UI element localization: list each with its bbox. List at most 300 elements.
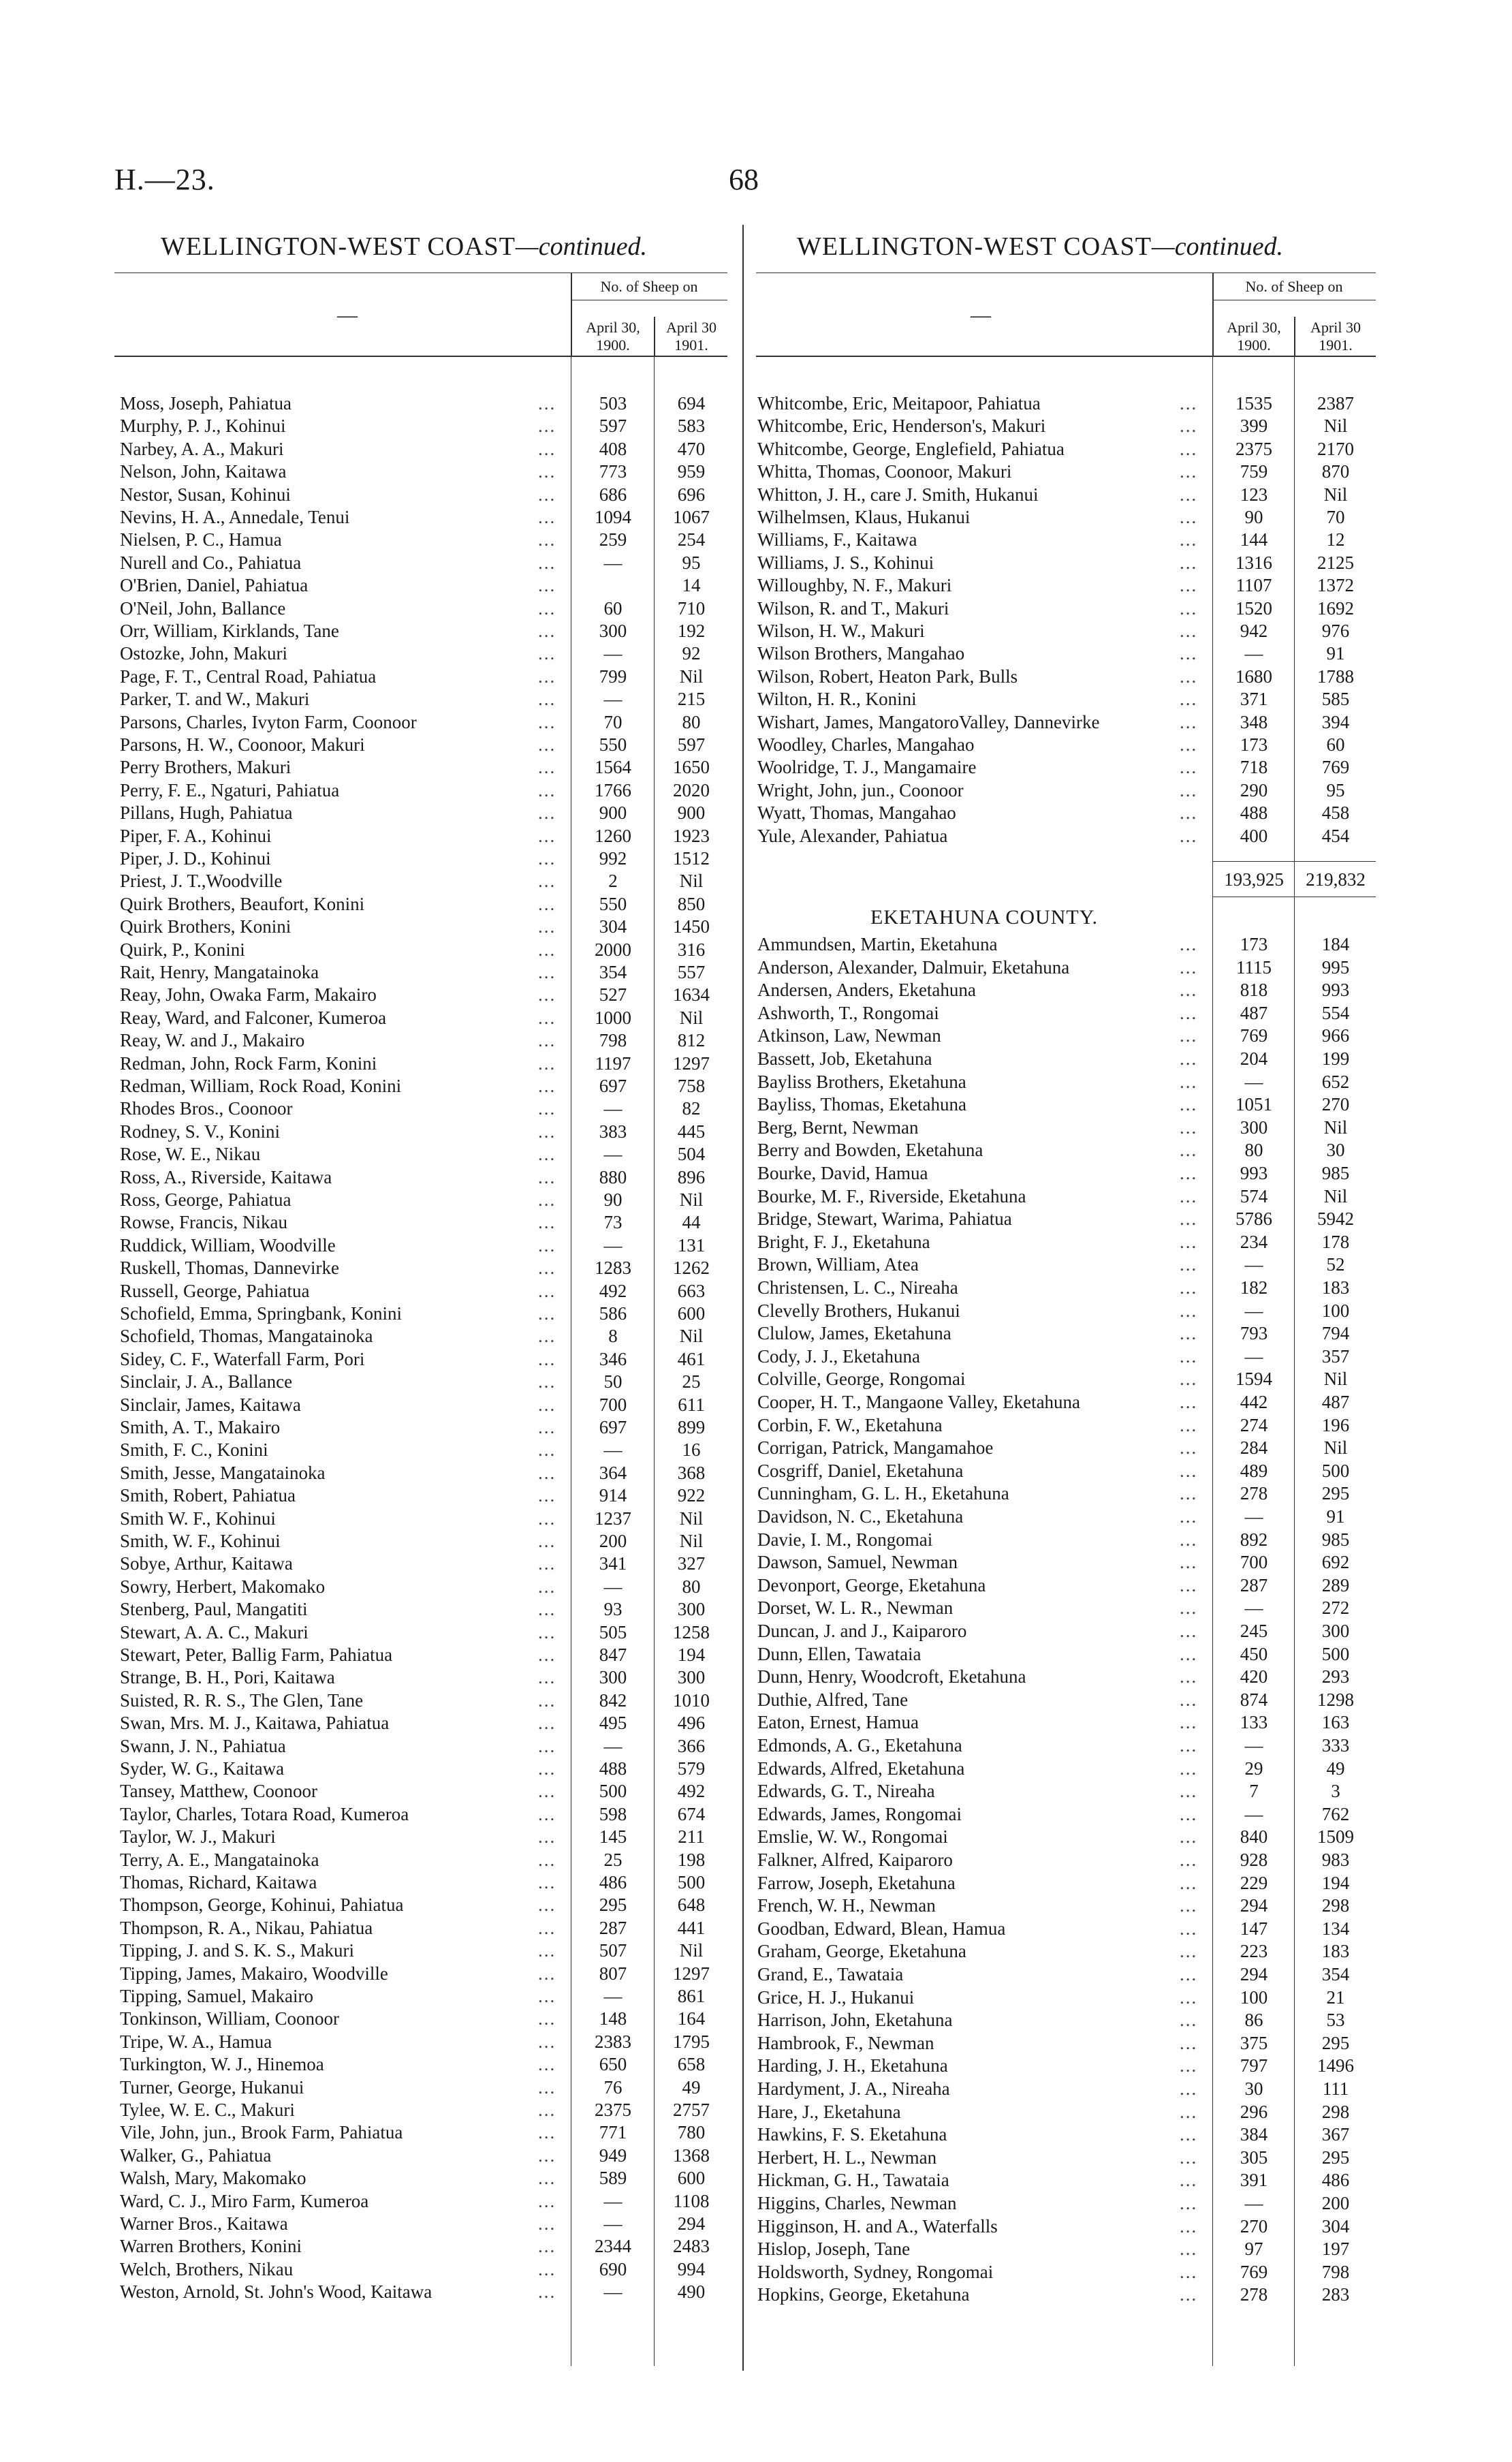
sheep-1900: 799 — [599, 666, 627, 687]
sheep-1901: 111 — [1322, 2078, 1349, 2099]
leader-dots: ... — [1180, 1048, 1198, 1069]
sheep-1901: 283 — [1321, 2284, 1350, 2305]
sheep-1901: 922 — [677, 1485, 706, 1506]
table-row — [757, 1209, 1377, 1229]
table-row — [120, 871, 733, 891]
sheep-1901: 554 — [1321, 1002, 1350, 1023]
sheep-1901: 454 — [1321, 825, 1350, 846]
sheep-1900: 914 — [599, 1485, 627, 1506]
owner-name: Nestor, Susan, Kohinui — [120, 484, 291, 505]
table-row — [120, 826, 733, 846]
leader-dots: ... — [538, 1758, 556, 1779]
table-row — [120, 1759, 733, 1779]
sheep-1900: — — [1244, 1071, 1263, 1092]
leader-dots: ... — [538, 529, 556, 550]
sheep-1901: 674 — [677, 1803, 706, 1824]
table-row — [120, 1190, 733, 1210]
sheep-1900: 30 — [1244, 2078, 1263, 2099]
owner-name: Hickman, G. H., Tawataia — [757, 2170, 949, 2191]
owner-name: Dunn, Henry, Woodcroft, Eketahuna — [757, 1667, 1026, 1687]
sheep-1900: 399 — [1240, 416, 1268, 437]
owner-name: Harding, J. H., Eketahuna — [757, 2056, 948, 2076]
table-row — [120, 1531, 733, 1551]
sheep-1901: 500 — [677, 1872, 706, 1892]
owner-name: Tipping, J. and S. K. S., Makuri — [120, 1941, 355, 1961]
owner-name: Reay, Ward, and Falconer, Kumeroa — [120, 1008, 387, 1028]
owner-name: Eaton, Ernest, Hamua — [757, 1713, 919, 1733]
leader-dots: ... — [538, 711, 556, 732]
table-row — [757, 1805, 1377, 1824]
leader-dots: ... — [1180, 1025, 1198, 1046]
table-row — [757, 2239, 1377, 2259]
owner-name: Ostozke, John, Makuri — [120, 644, 287, 664]
sheep-1901: 298 — [1321, 1895, 1350, 1916]
owner-name: Turkington, W. J., Hinemoa — [120, 2055, 324, 2075]
sheep-1901: 985 — [1321, 1163, 1350, 1183]
leader-dots: ... — [1180, 2261, 1198, 2282]
table-row — [757, 2148, 1377, 2168]
sheep-1901: 1496 — [1317, 2055, 1354, 2076]
table-row — [120, 1099, 733, 1119]
sheep-1901: 1650 — [673, 757, 710, 778]
left-column-title — [161, 232, 647, 262]
sheep-1901: 1067 — [673, 507, 710, 527]
owner-name: Nevins, H. A., Annedale, Tenui — [120, 508, 350, 527]
sheep-1901: 1108 — [673, 2190, 710, 2211]
sheep-1901: 985 — [1321, 1529, 1350, 1550]
sheep-1900: 354 — [599, 962, 627, 982]
owner-name: Priest, J. T.,Woodville — [120, 871, 283, 892]
leader-dots: ... — [1180, 980, 1198, 1001]
table-row — [120, 1326, 733, 1346]
leader-dots: ... — [538, 825, 556, 846]
sheep-1900: 287 — [599, 1917, 627, 1938]
sheep-1901: 163 — [1321, 1712, 1350, 1733]
sheep-1901: 91 — [1326, 1506, 1345, 1527]
sheep-1900: 942 — [1240, 621, 1268, 641]
sheep-1901: 198 — [677, 1849, 706, 1870]
leader-dots: ... — [1180, 1414, 1198, 1435]
leader-dots: ... — [1180, 1964, 1198, 1984]
owner-name: Turner, George, Hukanui — [120, 2077, 304, 2098]
owner-name: Bayliss, Thomas, Eketahuna — [757, 1095, 966, 1115]
owner-name: Wilson Brothers, Mangahao — [757, 644, 965, 664]
table-row — [120, 1805, 733, 1824]
sheep-1901: 80 — [682, 1576, 701, 1597]
sheep-1901: 490 — [677, 2281, 706, 2303]
sheep-1900: — — [1244, 1345, 1263, 1367]
table-row — [120, 758, 733, 777]
table-row — [120, 1941, 733, 1961]
table-row — [757, 599, 1377, 619]
owner-name: Hardyment, J. A., Nireaha — [757, 2079, 950, 2099]
leader-dots: ... — [1180, 1986, 1198, 2008]
right-header-col2: April 30 1901. — [1310, 319, 1361, 354]
sheep-1901: 197 — [1321, 2239, 1350, 2260]
leader-dots: ... — [1180, 1460, 1198, 1481]
table-row — [120, 849, 733, 869]
sheep-1900: — — [603, 1098, 623, 1119]
sheep-1900: 759 — [1240, 461, 1268, 482]
owner-name: Grand, E., Tawataia — [757, 1965, 904, 1984]
leader-dots: ... — [538, 1053, 556, 1074]
sheep-1901: 300 — [1321, 1621, 1350, 1641]
leader-dots: ... — [1180, 1735, 1198, 1756]
table-row — [757, 1713, 1377, 1732]
leader-dots: ... — [1180, 461, 1198, 482]
owner-name: Thomas, Richard, Kaitawa — [120, 1873, 317, 1892]
leader-dots: ... — [1180, 2284, 1198, 2305]
table-row — [757, 1278, 1377, 1298]
table-row — [120, 1076, 733, 1096]
sheep-1900: 949 — [599, 2145, 627, 2166]
sheep-1900: 840 — [1240, 1826, 1268, 1848]
table-row — [757, 1232, 1377, 1252]
owner-name: Tylee, W. E. C., Makuri — [120, 2100, 295, 2120]
sheep-1900: 371 — [1240, 689, 1268, 710]
leader-dots: ... — [1180, 1689, 1198, 1710]
table-row — [757, 1827, 1377, 1847]
table-row — [120, 2055, 733, 2074]
leader-dots: ... — [538, 1576, 556, 1597]
table-row — [757, 1118, 1377, 1138]
table-row — [120, 2260, 733, 2279]
owner-name: Nurell and Co., Pahiatua — [120, 552, 302, 573]
owner-name: Walsh, Mary, Makomako — [120, 2168, 306, 2189]
leader-dots: ... — [1180, 2101, 1198, 2122]
sheep-1901: 1512 — [673, 848, 710, 869]
table-row — [120, 735, 733, 755]
sheep-1901: 1297 — [673, 1963, 710, 1984]
sheep-1900: 2000 — [595, 939, 631, 960]
table-row — [757, 2285, 1377, 2305]
leader-dots: ... — [538, 962, 556, 982]
sheep-1900: 1766 — [595, 779, 631, 800]
leader-dots: ... — [538, 484, 556, 505]
owner-name: Wilson, H. W., Makuri — [757, 621, 925, 641]
owner-name: Duncan, J. and J., Kaiparoro — [757, 1621, 967, 1641]
owner-name: Williams, J. S., Kohinui — [757, 552, 934, 573]
sheep-1901: 60 — [1326, 734, 1345, 755]
owner-name: Bayliss Brothers, Eketahuna — [757, 1072, 966, 1092]
table-row — [120, 485, 733, 505]
sheep-1900: 200 — [599, 1531, 627, 1551]
sheep-1901: 994 — [677, 2258, 706, 2279]
sheep-1900: 300 — [599, 1667, 627, 1688]
owner-name: Terry, A. E., Mangatainoka — [120, 1850, 319, 1870]
sheep-1901: 366 — [677, 1735, 706, 1756]
sheep-1901: 2483 — [673, 2236, 710, 2257]
owner-name: Sobye, Arthur, Kaitawa — [120, 1554, 293, 1574]
owner-name: Rhodes Bros., Coonoor — [120, 1099, 293, 1119]
sheep-1901: 300 — [677, 1667, 706, 1688]
table-row — [757, 1781, 1377, 1801]
left-header-col2: April 30 1901. — [666, 319, 716, 354]
owner-name: Sidey, C. F., Waterfall Farm, Pori — [120, 1349, 365, 1369]
table-row — [757, 1164, 1377, 1183]
table-row — [757, 1759, 1377, 1779]
sheep-1900: — — [603, 2213, 623, 2234]
leader-dots: ... — [1180, 484, 1198, 505]
leader-dots: ... — [538, 597, 556, 619]
sheep-1900: 50 — [603, 1371, 623, 1392]
sheep-1900: 148 — [599, 2008, 627, 2029]
table-row — [757, 1530, 1377, 1550]
owner-name: Stewart, A. A. C., Makuri — [120, 1622, 309, 1642]
owner-name: Parsons, H. W., Coonoor, Makuri — [120, 735, 365, 755]
table-row — [757, 1873, 1377, 1893]
owner-name: Smith, Jesse, Mangatainoka — [120, 1463, 326, 1483]
owner-name: Ruskell, Thomas, Dannevirke — [120, 1258, 339, 1279]
sheep-1901: 585 — [1321, 689, 1350, 710]
sheep-1900: 408 — [599, 438, 627, 459]
leader-dots: ... — [538, 416, 556, 437]
table-row — [757, 1416, 1377, 1435]
owner-name: French, W. H., Newman — [757, 1896, 936, 1916]
sheep-1900: — — [1244, 2193, 1263, 2213]
sheep-1901: 14 — [682, 575, 701, 596]
sheep-1901: 131 — [677, 1234, 706, 1256]
owner-name: Taylor, Charles, Totara Road, Kumeroa — [120, 1804, 409, 1824]
sheep-1900: 847 — [599, 1645, 627, 1665]
table-row — [757, 1736, 1377, 1756]
sheep-1900: 2 — [608, 871, 618, 892]
sheep-1900: 304 — [599, 916, 627, 937]
owner-name: Falkner, Alfred, Kaiparoro — [757, 1850, 953, 1870]
table-row — [120, 1691, 733, 1711]
leader-dots: ... — [1180, 575, 1198, 596]
sheep-1901: 1368 — [673, 2145, 710, 2166]
owner-name: Herbert, H. L., Newman — [757, 2147, 937, 2168]
sheep-1900: 375 — [1240, 2032, 1268, 2053]
sheep-1901: 2170 — [1317, 438, 1354, 459]
table-row — [120, 1577, 733, 1597]
sheep-1900: 7 — [1249, 1781, 1259, 1802]
leader-dots: ... — [1180, 2147, 1198, 2168]
sheep-1900: 450 — [1240, 1643, 1268, 1664]
sheep-1900: 503 — [599, 393, 627, 414]
sheep-1901: 289 — [1321, 1574, 1350, 1595]
sheep-1901: 211 — [678, 1826, 705, 1848]
sheep-1900: 300 — [1240, 1117, 1268, 1138]
table-row — [757, 1369, 1377, 1389]
leader-dots: ... — [538, 1599, 556, 1620]
sheep-1900: 245 — [1240, 1621, 1268, 1641]
leader-dots: ... — [538, 1348, 556, 1369]
owner-name: Piper, J. D., Kohinui — [120, 849, 271, 869]
sheep-1900: 144 — [1240, 529, 1268, 550]
leader-dots: ... — [538, 939, 556, 960]
leader-dots: ... — [538, 1007, 556, 1028]
table-row — [757, 530, 1377, 550]
sheep-1901: 316 — [677, 939, 706, 960]
table-row — [757, 1095, 1377, 1115]
sheep-1900: 90 — [603, 1189, 623, 1210]
leader-dots: ... — [1180, 1277, 1198, 1298]
leader-dots: ... — [1180, 803, 1198, 824]
sheep-1900: 70 — [603, 711, 623, 732]
leader-dots: ... — [538, 1394, 556, 1415]
sheep-1900: 1237 — [595, 1508, 631, 1529]
sheep-1900: 100 — [1240, 1986, 1268, 2008]
owner-name: Cooper, H. T., Mangaone Valley, Eketahuna — [757, 1392, 1081, 1412]
left-header-top-rule — [114, 272, 727, 273]
leader-dots: ... — [1180, 1758, 1198, 1779]
sheep-1901: 496 — [677, 1713, 706, 1734]
sheep-1900: 295 — [599, 1895, 627, 1916]
table-row — [120, 985, 733, 1005]
sheep-1900: 488 — [1240, 803, 1268, 824]
table-row — [757, 1850, 1377, 1870]
table-row — [757, 1347, 1377, 1367]
table-row — [120, 1168, 733, 1187]
sheep-1900: 274 — [1240, 1414, 1268, 1435]
sheep-1900: — — [603, 2281, 623, 2303]
table-row — [757, 508, 1377, 527]
sheep-1900: 1520 — [1235, 597, 1272, 619]
sheep-1900: — — [1244, 1803, 1263, 1824]
sheep-1901: 215 — [677, 689, 706, 710]
leader-dots: ... — [538, 2281, 556, 2303]
owner-name: Edwards, G. T., Nireaha — [757, 1781, 935, 1802]
sheep-1901: 2020 — [673, 779, 710, 800]
leader-dots: ... — [538, 507, 556, 527]
leader-dots: ... — [1180, 552, 1198, 573]
owner-name: Cody, J. J., Eketahuna — [757, 1346, 920, 1367]
sheep-1900: 771 — [599, 2122, 627, 2143]
sheep-1901: 183 — [1321, 1941, 1350, 1962]
sheep-1901: 70 — [1326, 507, 1345, 527]
sheep-1901: Nil — [679, 1007, 704, 1028]
sheep-1900: 1316 — [1235, 552, 1272, 573]
sheep-1900: — — [603, 689, 623, 710]
sheep-1900: 700 — [599, 1394, 627, 1415]
table-row — [757, 1049, 1377, 1069]
sheep-1901: Nil — [679, 1940, 704, 1961]
table-row — [757, 2125, 1377, 2145]
owner-name: Vile, John, jun., Brook Farm, Pahiatua — [120, 2123, 403, 2143]
sheep-1900: — — [603, 1144, 623, 1165]
table-row — [757, 689, 1377, 709]
owner-name: Andersen, Anders, Eketahuna — [757, 980, 976, 1001]
table-row — [120, 2214, 733, 2234]
left-title-text: WELLINGTON-WEST COAST — [161, 232, 516, 261]
sheep-1901: 1262 — [673, 1258, 710, 1279]
table-row — [757, 1965, 1377, 1984]
sheep-1900: 2375 — [1235, 438, 1272, 459]
leader-dots: ... — [538, 1258, 556, 1279]
leader-dots: ... — [1180, 2124, 1198, 2145]
sheep-1900: 420 — [1240, 1666, 1268, 1687]
table-row — [120, 644, 733, 664]
sheep-1901: 295 — [1321, 2147, 1350, 2168]
sheep-1901: 92 — [682, 643, 701, 664]
table-row — [120, 2146, 733, 2166]
sheep-1901: 445 — [677, 1121, 706, 1142]
owner-name: Piper, F. A., Kohinui — [120, 826, 272, 846]
leader-dots: ... — [1180, 1643, 1198, 1664]
owner-name: Reay, John, Owaka Farm, Makairo — [120, 985, 377, 1006]
table-row — [757, 1553, 1377, 1572]
owner-name: Hislop, Joseph, Tane — [757, 2239, 911, 2260]
leader-dots: ... — [1180, 2032, 1198, 2053]
leader-dots: ... — [1180, 529, 1198, 550]
leader-dots: ... — [538, 1940, 556, 1961]
sheep-1901: 557 — [677, 962, 706, 982]
sheep-1900: 550 — [599, 734, 627, 755]
sheep-1900: 700 — [1240, 1552, 1268, 1573]
sheep-1900: 488 — [599, 1758, 627, 1779]
table-row — [120, 416, 733, 436]
owner-name: Graham, George, Eketahuna — [757, 1942, 966, 1962]
owner-name: Rowse, Francis, Nikau — [120, 1213, 287, 1233]
leader-dots: ... — [538, 1645, 556, 1665]
owner-name: Woodley, Charles, Mangahao — [757, 735, 975, 755]
table-row — [120, 1486, 733, 1506]
leader-dots: ... — [538, 871, 556, 892]
owner-name: Redman, William, Rock Road, Konini — [120, 1076, 402, 1096]
sheep-1901: 95 — [1326, 779, 1345, 800]
leader-dots: ... — [1180, 1598, 1198, 1619]
sheep-1900: 290 — [1240, 779, 1268, 800]
owner-name: Thompson, R. A., Nikau, Pahiatua — [120, 1918, 373, 1938]
leader-dots: ... — [538, 1098, 556, 1119]
sheep-1901: Nil — [679, 1326, 704, 1347]
owner-name: Schofield, Thomas, Mangatainoka — [120, 1326, 373, 1347]
left-header-name: — — [337, 304, 358, 326]
sheep-1900: 486 — [599, 1872, 627, 1892]
leader-dots: ... — [1180, 1117, 1198, 1138]
table-row — [757, 1621, 1377, 1641]
sheep-1900: 259 — [599, 529, 627, 550]
sheep-1900: — — [603, 1576, 623, 1597]
sheep-1901: 49 — [682, 2076, 701, 2098]
table-row — [120, 553, 733, 573]
table-row — [120, 1873, 733, 1892]
sheep-1900: 1594 — [1235, 1369, 1272, 1390]
owner-name: Nielsen, P. C., Hamua — [120, 530, 282, 550]
sheep-1900: 341 — [599, 1553, 627, 1574]
owner-name: Whitton, J. H., care J. Smith, Hukanui — [757, 484, 1039, 505]
table-row — [120, 1781, 733, 1801]
leader-dots: ... — [538, 1121, 556, 1142]
owner-name: Holdsworth, Sydney, Rongomai — [757, 2262, 994, 2282]
leader-dots: ... — [1180, 956, 1198, 978]
owner-name: Whitcombe, Eric, Meitapoor, Pahiatua — [757, 394, 1041, 414]
leader-dots: ... — [538, 848, 556, 869]
owner-name: Wilson, R. and T., Makuri — [757, 598, 949, 619]
leader-dots: ... — [538, 734, 556, 755]
left-header-bottom-rule — [114, 356, 727, 357]
table-row — [120, 1713, 733, 1733]
leader-dots: ... — [1180, 1140, 1198, 1161]
right-header-bottom-rule — [756, 356, 1376, 357]
owner-name: Swann, J. N., Pahiatua — [120, 1736, 286, 1756]
table-row — [757, 1942, 1377, 1961]
sheep-1901: 461 — [677, 1348, 706, 1369]
table-row — [757, 1003, 1377, 1023]
sheep-1901: 196 — [1321, 1414, 1350, 1435]
leader-dots: ... — [1180, 1071, 1198, 1092]
sheep-1901: 95 — [682, 552, 701, 573]
table-row — [120, 1440, 733, 1460]
sheep-1900: 1197 — [595, 1053, 631, 1074]
sheep-1901: 1634 — [673, 984, 710, 1006]
owner-name: Cosgriff, Daniel, Eketahuna — [757, 1461, 964, 1481]
leader-dots: ... — [538, 1508, 556, 1529]
sheep-1901: 798 — [1321, 2261, 1350, 2282]
table-row — [757, 958, 1377, 978]
